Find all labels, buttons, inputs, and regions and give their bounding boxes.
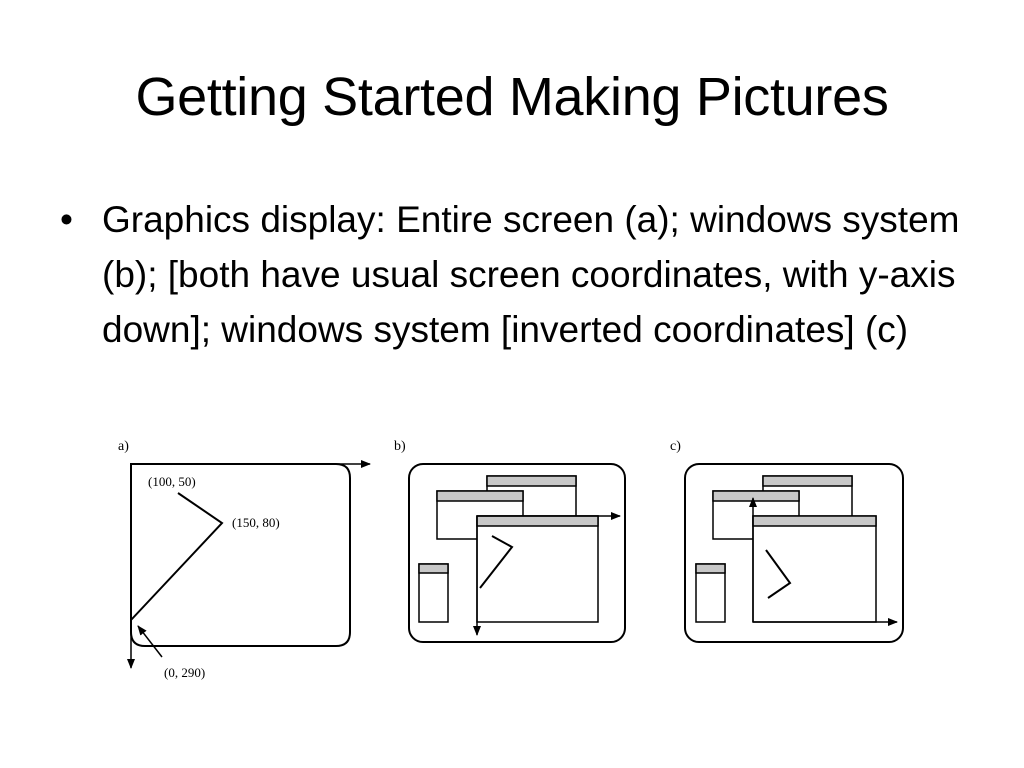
panel-a-label-bottom: (0, 290) [164, 665, 206, 680]
panel-a-screen [131, 464, 350, 646]
panel-a-pointer-arrow [138, 626, 162, 657]
panel-a-label-mid: (150, 80) [232, 515, 280, 530]
bullet-mark: • [60, 199, 73, 240]
panel-a-label: a) [118, 439, 129, 454]
slide-title: Getting Started Making Pictures [135, 67, 889, 127]
panel-c-window-front [753, 516, 876, 622]
panel-a-polyline [131, 493, 222, 620]
bullet-item [60, 192, 980, 357]
coordinate-systems-diagram [0, 420, 1024, 720]
panel-c-label: c) [670, 439, 681, 454]
bullet-text: Graphics display: Entire screen (a); windows system (b); [both have usual screen coordinates, with y-axis down]; windows system [inverted coordinates] (c) [102, 199, 960, 350]
panel-b [394, 439, 625, 642]
bullet-list [60, 192, 980, 357]
panel-c-window-small [696, 564, 725, 622]
panel-b-window-small [419, 564, 448, 622]
panel-c [670, 439, 903, 642]
panel-a-label-top: (100, 50) [148, 474, 196, 489]
panel-b-label: b) [394, 439, 406, 454]
panel-a [118, 439, 370, 680]
